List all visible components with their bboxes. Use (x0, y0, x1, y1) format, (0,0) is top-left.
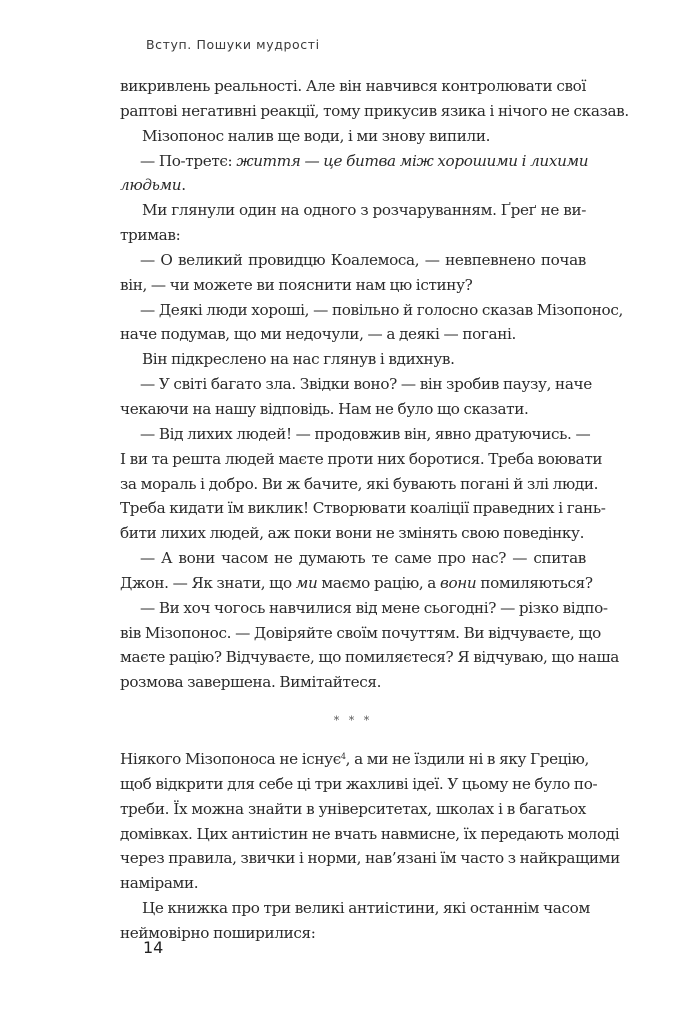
text-line (120, 871, 586, 896)
text-line (120, 372, 592, 397)
section-separator: * * * (333, 714, 373, 728)
text-segment: викривлень реальності. Але він навчився контролювати свої (120, 77, 586, 95)
italic-text: ми (295, 573, 318, 592)
text-line (120, 422, 591, 447)
text-segment: Джон. — Як знати, що (120, 573, 296, 592)
text-segment: неймовірно поширилися: (120, 924, 316, 942)
body-text (120, 74, 629, 946)
text-segment: тримав: (120, 226, 181, 245)
text-line (120, 645, 619, 670)
text-segment: — Від лихих людей! — продовжив він, явно дратуючись. — (140, 424, 591, 443)
text-segment: , а ми не їздили ні в яку Грецію, (345, 750, 590, 769)
text-line (120, 772, 598, 797)
text-line (120, 472, 599, 497)
text-segment: через правила, звички і норми, нав’язані їм часто з найкращими (120, 849, 620, 868)
text-segment: Ніякого Мізопоноса не існує (120, 750, 341, 769)
text-segment: Ми глянули один на одного з розчаруванням. Ґреґ не ви- (142, 201, 586, 220)
text-line (120, 846, 620, 871)
text-line (120, 496, 606, 521)
text-line (120, 173, 586, 198)
text-line (120, 822, 620, 847)
text-line (120, 198, 586, 223)
text-segment: помиляються? (476, 573, 593, 592)
text-line (120, 747, 590, 772)
text-segment: він, — чи можете ви пояснити нам цю істину? (120, 275, 473, 294)
text-line (120, 223, 586, 248)
text-line (120, 546, 586, 571)
text-segment: маємо рацію, а (317, 573, 440, 592)
text-segment: — У світі багато зла. Звідки воно? — він зробив паузу, наче (140, 375, 592, 394)
text-segment: вів Мізопонос. — Довіряйте своїм почуттям. Ви відчуваєте, що (120, 623, 601, 642)
text-line (120, 124, 586, 149)
text-segment: треби. Їх можна знайти в університетах, школах і в багатьох (120, 799, 586, 818)
text-segment: І ви та решта людей маєте проти них боротися. Треба воювати (120, 449, 603, 468)
text-segment: маєте рацію? Відчуваєте, що помиляєтеся? Я відчуваю, що наша (120, 648, 619, 667)
text-segment: розмова завершена. Вимітайтеся. (120, 673, 382, 692)
text-line (120, 670, 586, 695)
text-line (120, 273, 586, 298)
text-segment: — Ви хоч чогось навчилися від мене сьогодні? — різко відпо- (140, 598, 608, 617)
narrative-section (120, 747, 620, 946)
text-segment: Він підкреслено на нас глянув і вдихнув. (142, 350, 455, 369)
dialogue-section (120, 74, 629, 695)
text-segment: — По-третє: (140, 151, 237, 170)
text-segment: . (181, 176, 186, 195)
text-line (120, 571, 593, 596)
text-segment: домівках. Цих антиістин не вчать навмисне, їх передають молоді (120, 824, 620, 843)
text-line (120, 298, 623, 323)
text-segment: — О великий провидцю Коалемоса, — невпевнено почав (140, 250, 586, 269)
text-segment: бити лихих людей, аж поки вони не змінять свою поведінку. (120, 524, 585, 543)
text-line (120, 347, 586, 372)
text-line (120, 797, 586, 822)
text-segment: Мізопонос налив ще води, і ми знову випили. (142, 126, 491, 145)
text-segment: наче подумав, що ми недочули, — а деякі — погані. (120, 325, 516, 344)
text-line (120, 447, 603, 472)
text-segment: чекаючи на нашу відповідь. Нам не було що сказати. (120, 399, 529, 418)
italic-text: життя — це битва між хорошими і лихими (236, 151, 589, 170)
text-segment: раптові негативні реакції, тому прикусив язика і нічого не сказав. (120, 101, 629, 120)
page-number: 14 (143, 938, 164, 957)
text-segment: за мораль і добро. Ви ж бачите, які бувають погані й злі люди. (120, 474, 599, 493)
italic-text: вони (439, 573, 477, 592)
text-line (120, 149, 589, 174)
text-line (120, 248, 586, 273)
text-line (120, 896, 590, 921)
footnote-ref[interactable]: 4 (340, 752, 346, 762)
text-segment: — А вони часом не думають те саме про нас? — спитав (140, 549, 586, 568)
text-segment: Це книжка про три великі антиістини, які останнім часом (142, 899, 590, 918)
text-line (120, 322, 586, 347)
text-line (120, 621, 601, 646)
text-segment: намірами. (120, 874, 199, 893)
text-segment: Треба кидати їм виклик! Створювати коаліції праведних і гань- (120, 499, 606, 518)
text-line (120, 921, 586, 946)
text-segment: щоб відкрити для себе ці три жахливі ідеї. У цьому не було по- (120, 774, 598, 793)
text-line (120, 521, 586, 546)
running-head: Вступ. Пошуки мудрості (146, 37, 320, 52)
text-line (120, 99, 629, 124)
text-line (120, 397, 586, 422)
italic-text: людьми (120, 176, 182, 195)
text-line (120, 596, 608, 621)
text-segment: — Деякі люди хороші, — повільно й голосно сказав Мізопонос, (140, 300, 623, 319)
text-line (120, 74, 586, 99)
